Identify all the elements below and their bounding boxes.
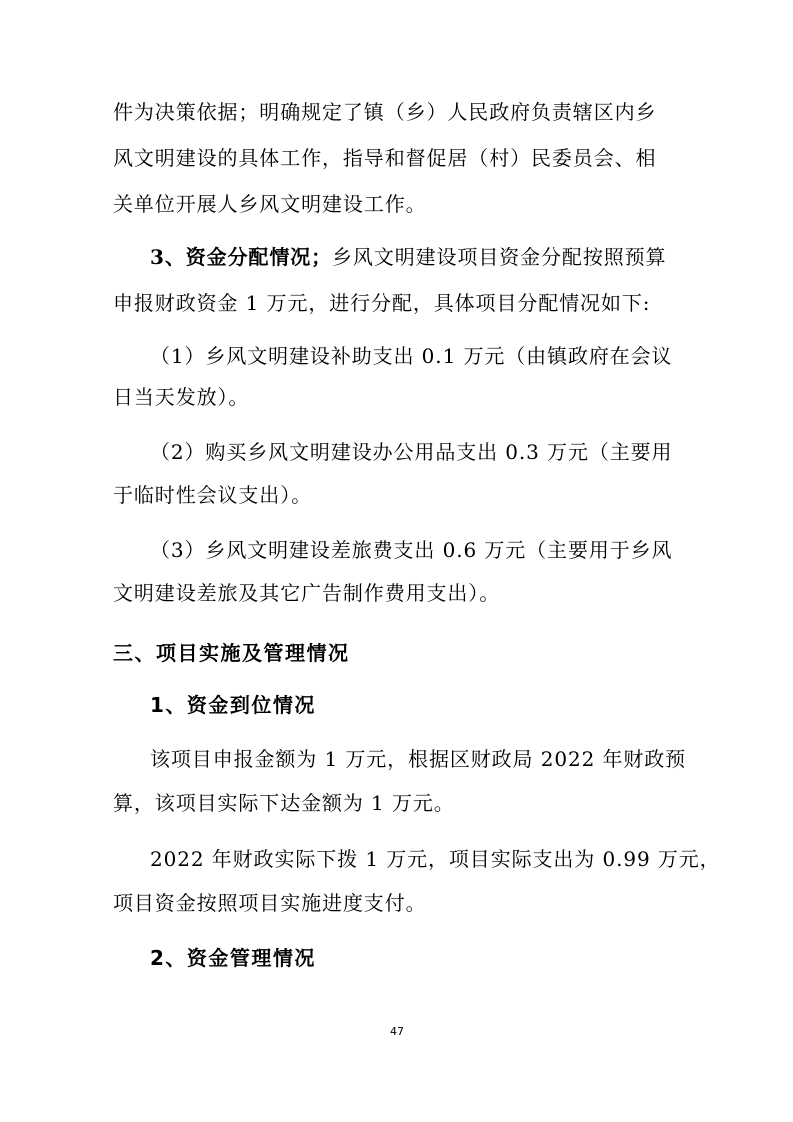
body-line: 该项目申报金额为 1 万元，根据区财政局 2022 年财政预 [150,747,687,771]
body-line: 项目资金按照项目实施进度支付。 [113,891,427,915]
list-item-line: 文明建设差旅及其它广告制作费用支出）。 [113,581,501,605]
page-number: 47 [390,1025,404,1038]
body-line: 申报财政资金 1 万元，进行分配，具体项目分配情况如下: [113,291,651,315]
subsection-heading: 1、资金到位情况 [150,693,316,717]
list-item-line: （3）乡风文明建设差旅费支出 0.6 万元（主要用于乡风 [150,538,673,562]
subsection-heading: 2、资金管理情况 [150,946,316,970]
body-line: 关单位开展人乡风文明建设工作。 [113,192,427,216]
section-heading: 三、项目实施及管理情况 [113,641,350,665]
list-item-line: 日当天发放）。 [113,385,250,409]
paragraph-funding-allocation [150,244,666,270]
body-line: 件为决策依据；明确规定了镇（乡）人民政府负责辖区内乡 [113,100,657,124]
paragraph-label: 3、资金分配情况； [150,245,333,269]
list-item-line: （1）乡风文明建设补助支出 0.1 万元（由镇政府在会议 [150,344,673,368]
list-item-line: （2）购买乡风文明建设办公用品支出 0.3 万元（主要用 [150,440,673,464]
paragraph-text: 乡风文明建设项目资金分配按照预算 [332,245,667,269]
list-item-line: 于临时性会议支出）。 [113,483,312,507]
body-line: 风文明建设的具体工作，指导和督促居（村）民委员会、相 [113,146,657,170]
body-line: 2022 年财政实际下拨 1 万元，项目实际支出为 0.99 万元， [150,847,721,871]
body-line: 算，该项目实际下达金额为 1 万元。 [113,791,455,815]
